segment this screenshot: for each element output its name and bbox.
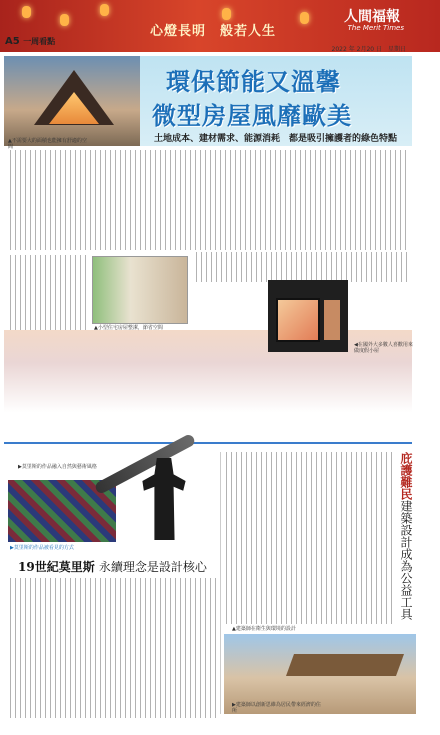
article-text-block	[10, 150, 410, 250]
hero-area	[4, 56, 412, 146]
page-number: A5 一周看點	[5, 36, 56, 47]
article-text-block	[226, 452, 394, 624]
banner-motto: 心燈長明 般若人生	[150, 24, 277, 39]
lantern-icon	[100, 4, 109, 16]
snow-field-photo	[4, 330, 412, 440]
arch-caption-1: ▲建築師在衛生與環境的設計	[232, 626, 296, 632]
newspaper-logo: 人間福報	[344, 9, 400, 25]
a-frame-house-photo	[4, 56, 140, 146]
lantern-icon	[60, 14, 69, 26]
article-text-block	[10, 578, 218, 718]
lantern-icon	[222, 8, 231, 20]
glass-cube-house	[268, 280, 348, 352]
art-caption-bottom: ▶莫里斯的作品被看見的方式	[10, 545, 74, 551]
interior-caption: ▲小型住宅房屋整潔，節省空間	[94, 325, 163, 331]
headline-line2: 微型房屋風靡歐美	[152, 101, 352, 130]
hero-caption: ▲不需要大的面積也能擁有舒適的空間	[8, 138, 87, 150]
shelter-section-title: 庇護難民建築設計成為公益工具	[399, 452, 413, 620]
article-text-block	[196, 252, 410, 282]
column-divider	[220, 452, 221, 714]
lantern-icon	[300, 12, 309, 24]
arch-caption-2: ▶建築師以創新思維為居民帶來經濟的住所	[232, 702, 321, 714]
headline-line1: 環保節能又溫馨	[166, 67, 341, 96]
interior-photo	[92, 256, 188, 324]
cube-caption: ◀在國外大多數人喜歡用來做度假小屋	[354, 342, 413, 354]
newspaper-logo-en: The Merit Times	[347, 24, 404, 32]
section-divider	[4, 442, 412, 444]
headline-subtitle: 土地成本、建材需求、能源消耗 都是吸引擁護者的綠色特點	[154, 134, 398, 144]
shelter-roof	[286, 654, 404, 676]
man-figure	[140, 458, 188, 540]
art-caption-top: ▶莫里斯的作品融入自然與藝術風格	[18, 464, 97, 470]
issue-date: 2022 年 2月20 日 星期日	[331, 46, 406, 53]
lantern-icon	[22, 6, 31, 18]
cube-window-side	[324, 300, 340, 340]
cube-window	[276, 298, 320, 342]
design-section-title: 19世紀莫里斯 永續理念是設計核心	[18, 560, 207, 574]
